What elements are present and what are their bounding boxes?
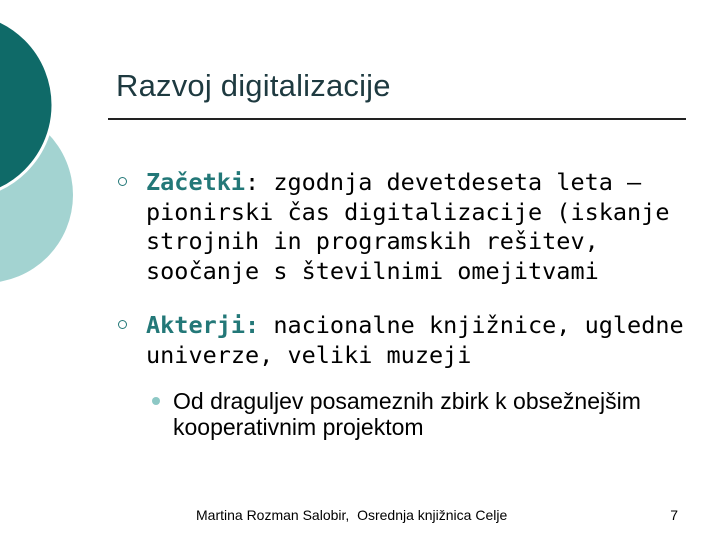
ring-bullet-icon: [118, 177, 127, 186]
bullet-zacetki: [146, 168, 686, 286]
decorative-circles: [0, 0, 120, 300]
bullet-text: nacionalne knjižnice, ugledne univerze, veliki muzeji: [146, 311, 684, 369]
page-number: 7: [670, 507, 678, 523]
ring-bullet-icon: [118, 320, 127, 329]
slide-footer: Martina Rozman Salobir, Osrednja knjižnica Celje: [196, 507, 508, 523]
sub-bullet-text: Od draguljev posameznih zbirk k obsežnejšim kooperativnim projektom: [173, 388, 641, 440]
bullet-akterji: [146, 311, 686, 370]
slide-title: Razvoj digitalizacije: [116, 68, 391, 103]
sub-bullet: [173, 388, 673, 440]
bullet-term: Začetki: [146, 168, 246, 196]
bullet-term: Akterji:: [146, 311, 260, 339]
bullet-text: : zgodnja devetdeseta leta – pionirski čas digitalizacije (iskanje strojnih in programskih rešitev, soočanje s številnimi omejitvami: [146, 168, 670, 285]
title-divider: [108, 118, 686, 120]
dot-bullet-icon: [152, 397, 160, 405]
